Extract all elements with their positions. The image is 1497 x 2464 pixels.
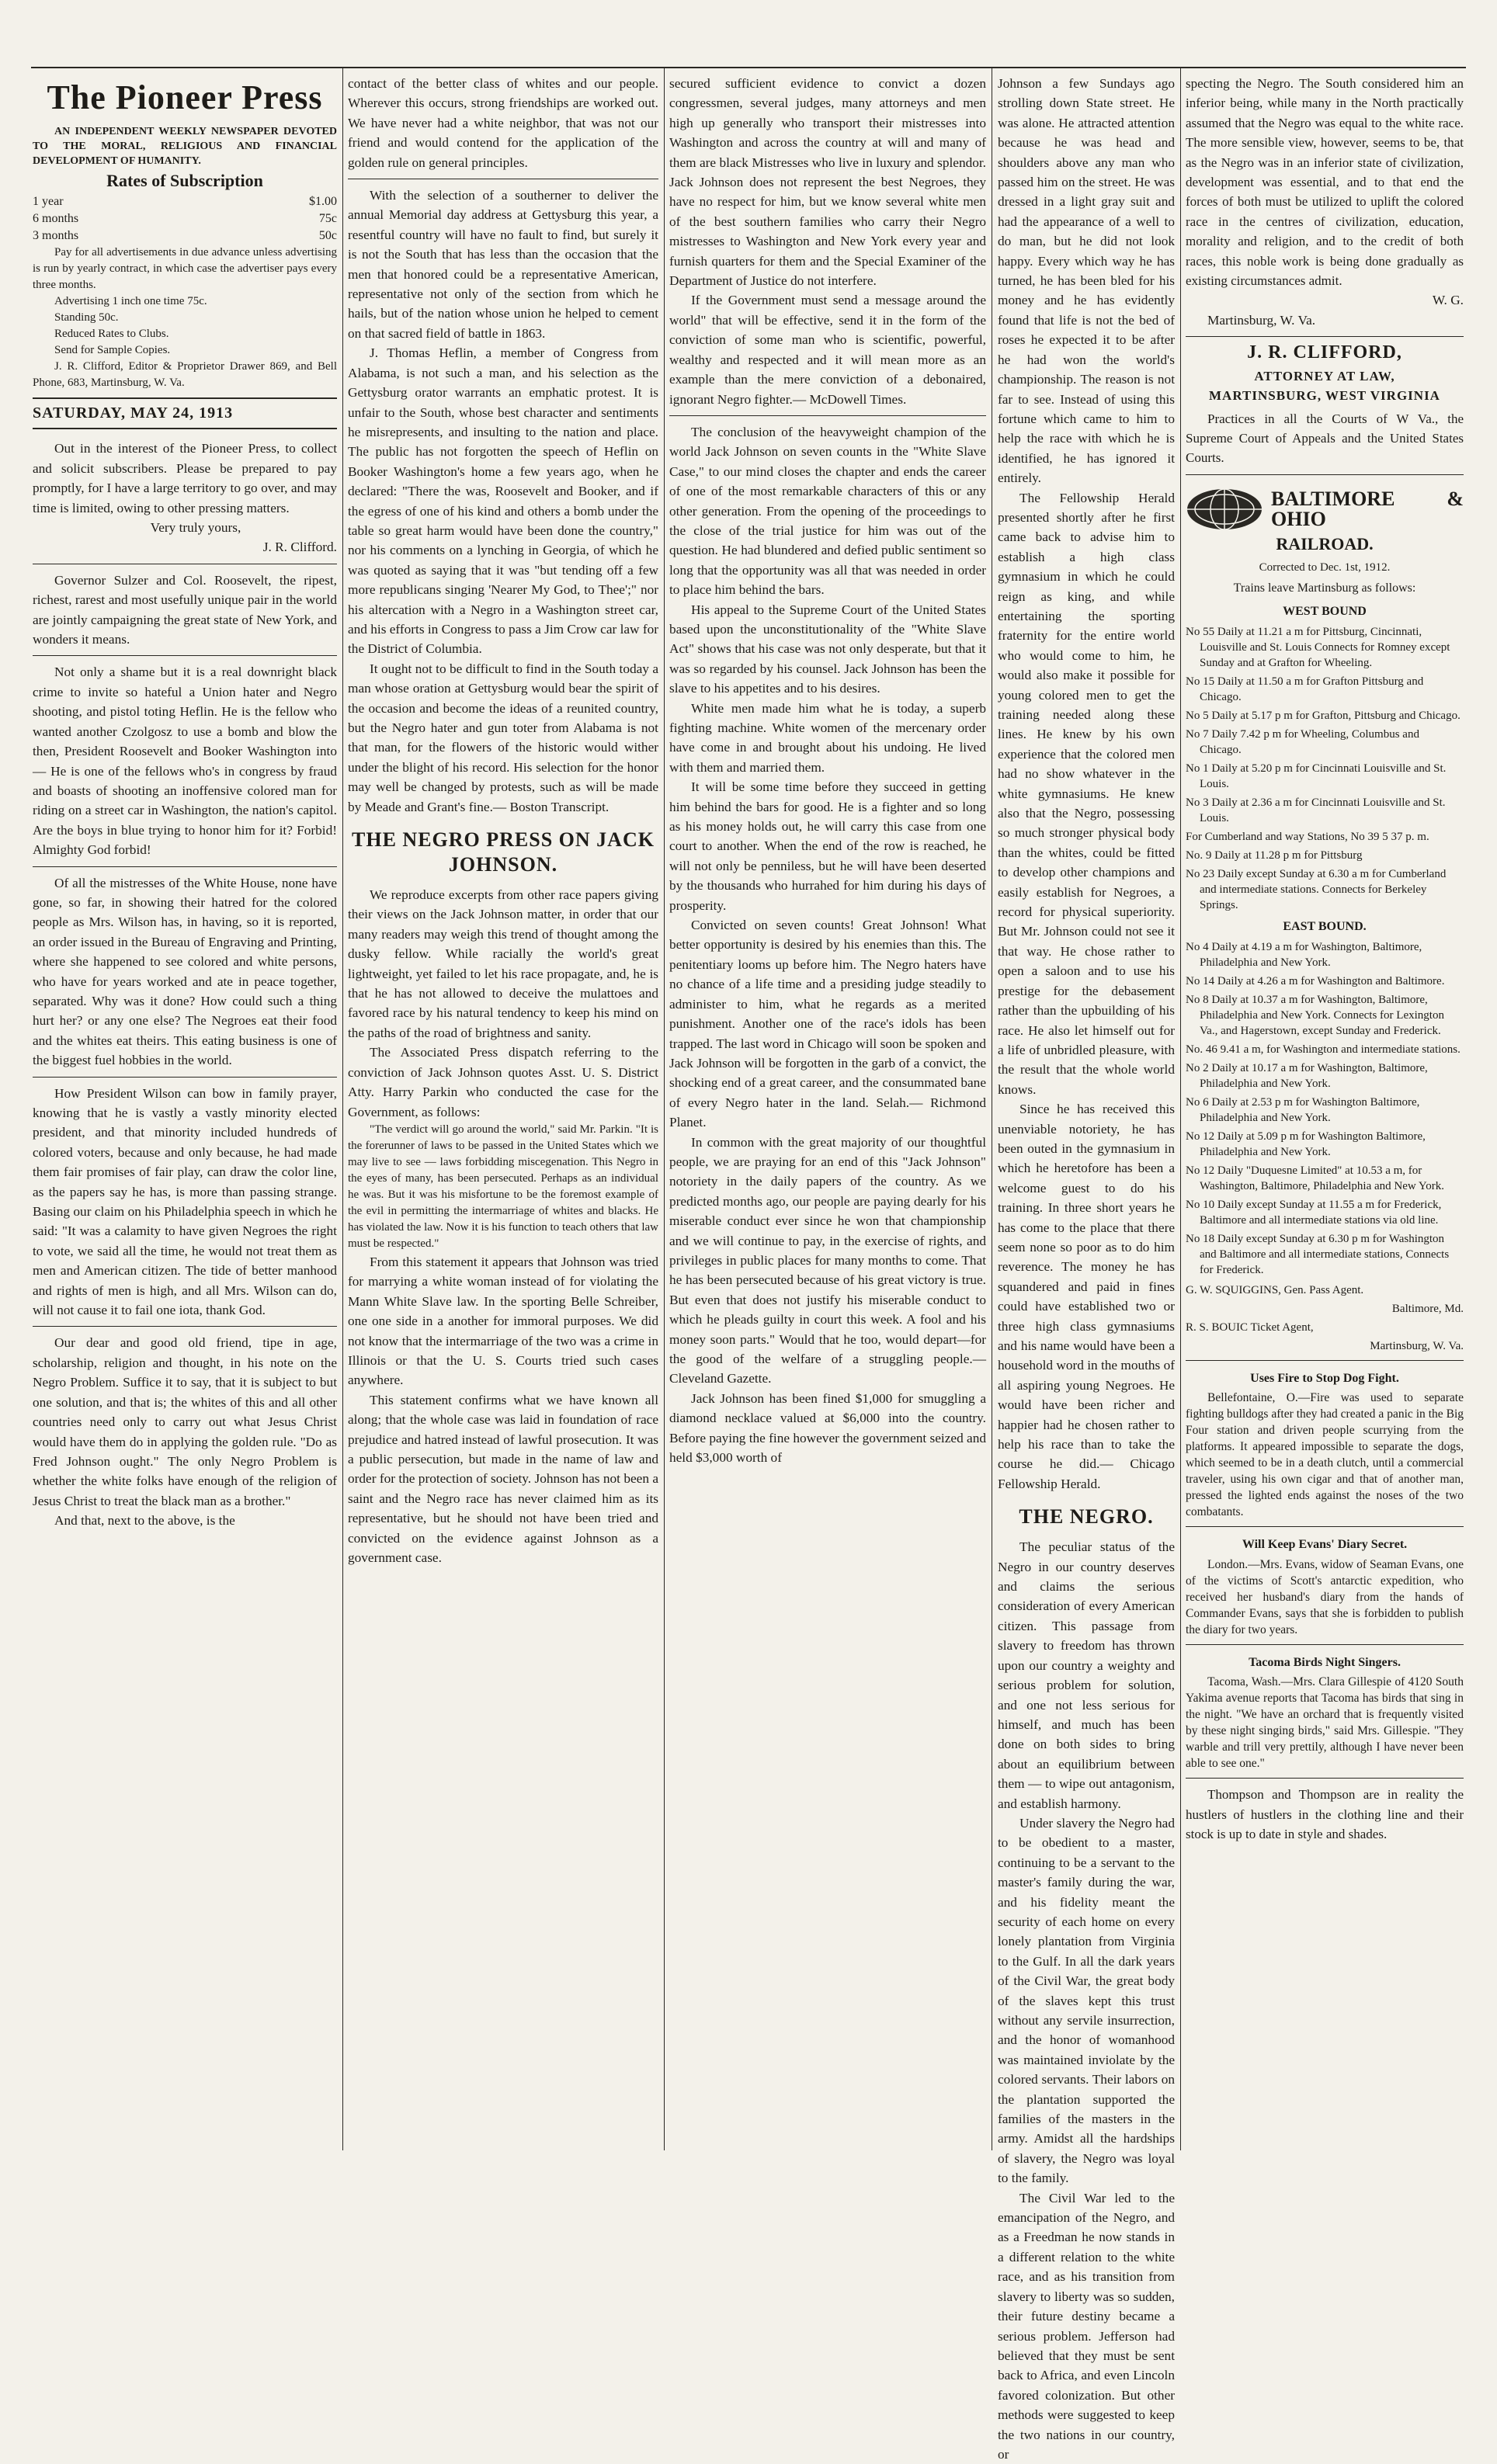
article-heading: THE NEGRO PRESS ON JACK JOHNSON. bbox=[352, 828, 655, 876]
paragraph: secured sufficient evidence to convict a dozen congressmen, several judges, many attorneys and men high up generally who transport their mistresses into Washington and across the country at will and many of them are black Mistresses who live in luxury and splendor. Jack Johnson does not represent the best Negroes, they have no respect for him, but we know several white men of the best southern families who carry their Negro mistresses to Washington and New York every year and furnish quarters for them and the Special Examiner of the Department of Justice do not interfere. bbox=[669, 76, 986, 289]
schedule-entry: No 18 Daily except Sunday at 6.30 p m for Washington and Baltimore and all intermediate stations, Connects for Frederick. bbox=[1186, 1232, 1450, 1276]
signature: W. G. bbox=[1432, 293, 1464, 308]
paragraph: Governor Sulzer and Col. Roosevelt, the ripest, richest, rarest and most usefully unique pair in the world are jointly campaigning the great state of New York, and wonders it means. bbox=[33, 572, 337, 647]
paragraph: Johnson a few Sundays ago strolling down State street. He was alone. He attracted attention because he was head and shoulders above any man who passed him on the street. He was dressed in a light gray suit and had the appearance of a well to do man, but he did not look happy. Every which way he has turned, he has been bled for his money and he has evidently found that life is not the bed of roses he expected it to be after he had won the world's championship. The reason is not far to see. Instead of using this fortune which came to him to help the race with which he is identified, he has ignored it entirely. bbox=[998, 76, 1175, 486]
paragraph: His appeal to the Supreme Court of the United States based upon the unconstitutionality of the "White Slave Act" shows that his case was not only desperate, but that it was so regarded by his counsel. Jack Johnson has been the slave to his appetites and to his desires. bbox=[669, 602, 986, 696]
schedule-entry: No 5 Daily at 5.17 p m for Grafton, Pittsburg and Chicago. bbox=[1186, 709, 1461, 722]
schedule-entry: No 8 Daily at 10.37 a m for Washington, Baltimore, Philadelphia and New York. Connects for Lexington Va., and Hagerstown, except Sunday and Frederick. bbox=[1186, 993, 1444, 1037]
column-4 bbox=[998, 74, 1175, 2462]
masthead-title: The Pioneer Press bbox=[47, 78, 323, 116]
divider bbox=[33, 866, 337, 867]
schedule-corrected: Corrected to Dec. 1st, 1912. bbox=[1259, 561, 1391, 574]
paragraph: Jack Johnson has been fined $1,000 for smuggling a diamond necklace valued at $6,000 into the country. Before paying the fine however the government seized and held $3,000 worth of bbox=[669, 1390, 986, 1466]
paragraph: Not only a shame but it is a real downright black crime to invite so hateful a Union hater and Negro shooting, and pistol toting Heflin. He is the fellow who wanted another Czolgosz to use a bomb and blow the then, President Roosevelt and Booker Washington into — He is one of the fellows who's in congress by fraud and boasts of shooting an inoffensive colored man for riding on a street car in Washington, the nation's capitol. Are the boys in blue trying to honor him for it? Forbid! Almighty God forbid! bbox=[33, 665, 337, 858]
schedule-entry: No 55 Daily at 11.21 a m for Pittsburg, Cincinnati, Louisville and St. Louis Connects for Romney except Sunday and at Grafton for Wheeling. bbox=[1186, 625, 1450, 669]
news-briefs bbox=[1186, 1369, 1464, 1779]
column-2 bbox=[348, 74, 658, 2143]
agent-line: G. W. SQUIGGINS, Gen. Pass Agent. bbox=[1186, 1283, 1364, 1296]
brief-text: Tacoma, Wash.—Mrs. Clara Gillespie of 4120 South Yakima avenue reports that Tacoma has birds that sing in the night. "We have an orchard that is frequently visited by these night singing birds," said Mrs. Gillespie. "They warble and trill very prettily, although I have never been able to see one." bbox=[1186, 1675, 1464, 1771]
paragraph: The Associated Press dispatch referring to the conviction of Jack Johnson quotes Asst. U. S. District Atty. Harry Parkin who conducted the case for the Government, as follows: bbox=[348, 1045, 658, 1119]
attorney-card-text: Practices in all the Courts of W Va., the Supreme Court of Appeals and the United States Courts. bbox=[1186, 411, 1464, 466]
signature: J. R. Clifford. bbox=[262, 540, 337, 555]
place-line: Martinsburg, W. Va. bbox=[1207, 312, 1316, 328]
divider bbox=[33, 1326, 337, 1327]
agent-city: Baltimore, Md. bbox=[1391, 1302, 1464, 1315]
paragraph: Convicted on seven counts! Great Johnson! What better opportunity is desired by his enemies than this. The penitentiary looms up before him. The Negro haters have no chance of a life time and a presiding judge steadily to administer to him, what he regards as a merited punishment. Another one of the race's idols has been trapped. The last word in Chicago will soon be spoken and Jack Johnson will be forgotten in the garb of a convict, the shocking end of a great career, and the consummated bane of every Negro hater in the land. Selah.— Richmond Planet. bbox=[669, 918, 986, 1130]
schedule-entry: No 3 Daily at 2.36 a m for Cincinnati Louisville and St. Louis. bbox=[1186, 796, 1446, 824]
brief-heading: Tacoma Birds Night Singers. bbox=[1249, 1655, 1401, 1669]
paragraph: In common with the great majority of our thoughtful people, we are praying for an end of this "Jack Johnson" notoriety in the daily papers of the country. As we predicted months ago, our people are paying dearly for his miserable conduct ever since he won that championship and we will continue to pay, in the exercise of rights, and privileges in public places for many months to come. That he has been persecuted because of his great victory is true. But even that does not justify his miserable conduct to which he pleads guilty in court this week. A fool and his money soon parts." Would that he too, would depart—for the good of the welfare of a struggling people.— Cleveland Gazette. bbox=[669, 1134, 986, 1386]
brief-text: London.—Mrs. Evans, widow of Seaman Evans, one of the victims of Scott's antarctic expedition, who received her husband's diary from the hands of Commander Evans, says that she is forbidden to publish the diary for two years. bbox=[1186, 1557, 1464, 1636]
schedule-entry: For Cumberland and way Stations, No 39 5 37 p. m. bbox=[1186, 830, 1429, 843]
paragraph: It will be some time before they succeed in getting him behind the bars for good. He is a fighter and so long as his money holds out, he will carry this case from one court to another. When the end of the row is reached, he will not only be penniless, but he will have been deserted by the thousands who hurrahed for him during his days of prosperity. bbox=[669, 779, 986, 913]
ad-rate-line: Reduced Rates to Clubs. bbox=[54, 328, 169, 340]
column-rule-2 bbox=[664, 68, 665, 2150]
paragraph: Of all the mistresses of the White House, none have gone, so far, in showing their hatred for the colored people as Mrs. Wilson has, in having, so it is reported, an order issued in the Bureau of Engraving and Printing, where she happened to see colored and white persons, who have for years worked and ate in peace together, separated. Why was it done? How could such a thing hurt her? or any one else? The Negroes eat their food and the whites eat theirs. This eating business is one of the biggest fuel hobbies in the world. bbox=[33, 875, 337, 1068]
top-rule bbox=[31, 67, 1466, 68]
closing: Very truly yours, bbox=[150, 520, 241, 536]
schedule bbox=[1186, 604, 1464, 1354]
brief-heading: Uses Fire to Stop Dog Fight. bbox=[1250, 1371, 1399, 1385]
paragraph: It ought not to be difficult to find in the South today a man whose oration at Gettysburg would bear the spirit of the occasion and become the ideas of a reunited country, but the Negro hater and gun toter from Alabama is not that man, for the flowers of the historic would wither under the blight of his record. His selection for the honor may well be changed by protests, such as will be made by Meade and Grant's fine.— Boston Transcript. bbox=[348, 661, 658, 814]
column-5 bbox=[1186, 74, 1464, 2143]
divider bbox=[33, 655, 337, 656]
railroad-globe-icon bbox=[1186, 488, 1263, 531]
paragraph: The conclusion of the heavyweight champion of the world Jack Johnson on seven counts in the "White Slave Case," to our mind closes the chapter and ends the career of one of the most remarkable characters of this or any other generation. From the opening of the proceedings to the close of the trial justice for him was out of the question. He had blundered and defied public sentiment so long that the opportunity was all that was needed in order to place him behind the bars. bbox=[669, 424, 986, 598]
schedule-entry: No 1 Daily at 5.20 p m for Cincinnati Louisville and St. Louis. bbox=[1186, 762, 1447, 790]
quoted-paragraph: "The verdict will go around the world," said Mr. Parkin. "It is the forerunner of laws to be passed in the United States which we may live to see — laws forbidding miscegenation. This Negro in the eyes of many, has been persecuted. Perhaps as an individual he was. But it was his misfortune to be the foremost example of the evil in permitting the intermarriage of whites and blacks. He has violated the law. Now it is his function to teach others that law must be respected." bbox=[348, 1123, 658, 1250]
schedule-entry: No 12 Daily "Duquesne Limited" at 10.53 a m, for Washington, Baltimore, Philadelphia and New York. bbox=[1186, 1164, 1445, 1192]
schedule-entry: No 6 Daily at 2.53 p m for Washington Baltimore, Philadelphia and New York. bbox=[1186, 1095, 1420, 1124]
schedule-entry: No 4 Daily at 4.19 a m for Washington, Baltimore, Philadelphia and New York. bbox=[1186, 940, 1422, 969]
paragraph: specting the Negro. The South considered him an inferior being, while many in the North practically assumed that the Negro was equal to the white race. The more sensible view, however, seems to be, that as the Negro was in an inferior state of civilization, development was essential, and to that end the forces of both must be utilized to uplift the colored race in the centres of civilization, education, morality and religion, and to the credit of both races, this noble work is being done gradually as existing circumstances admit. bbox=[1186, 76, 1464, 289]
brief-text: Bellefontaine, O.—Fire was used to separate fighting bulldogs after they had created a panic in the Big Four station and driven people scurrying from the platforms. It appeared impossible to separate the dogs, which seemed to be in a death clutch, until a commercial traveler, using his own cigar and that of another man, pressed the lighted ends against the noses of the two combatants. bbox=[1186, 1391, 1464, 1519]
paragraph: contact of the better class of whites and our people. Wherever this occurs, strong friendships are worked out. We have never had a white neighbor, that was not our friend and would contend for the application of the golden rule on general principles. bbox=[348, 76, 658, 170]
paragraph: Our dear and good old friend, tipe in age, scholarship, religion and thought, in his note on the Negro Problem. Suffice it to say, that it is subject to but one solution, and that is; the whites of this and all other countries need only to carry out what Jesus Christ would have them do in applying the golden rule. "Do as Fred Johnson ought." The only Negro Problem is whether the white folks have enough of the religion of Jesus Christ to treat the black man as a brother." bbox=[33, 1335, 337, 1508]
paragraph: With the selection of a southerner to deliver the annual Memorial day address at Gettysburg this year, a resentful country will have no fault to find, but surely it is not the South that has less than the occasion that the men that honored could be a representative American, representative not only of the section from which he hails, but of the nation whose union he helped to cement on that sacred field of battle in 1863. bbox=[348, 188, 658, 341]
schedule-entry: No 12 Daily at 5.09 p m for Washington Baltimore, Philadelphia and New York. bbox=[1186, 1130, 1426, 1158]
paragraph: Under slavery the Negro had to be obedient to a master, continuing to be a servant to the master's family during the war, and his fidelity meant the security of each home on every lonely plantation from Virginia to the Gulf. In all the dark years of the Civil War, the great body of the slaves kept this trust without any servile insurrection, and the honor of womanhood was maintained inviolate by the colored servants. Their labors on the plantation supported the families of the masters in the army. Amidst all the hardships of slavery, the Negro was loyal to the family. bbox=[998, 1815, 1175, 2186]
rate-row: 3 months 50c bbox=[33, 229, 337, 242]
divider bbox=[669, 415, 986, 416]
attorney-card-title: ATTORNEY AT LAW, bbox=[1254, 368, 1395, 383]
ticket-agent-city: Martinsburg, W. Va. bbox=[1370, 1339, 1464, 1352]
paragraph: Since he has received this unenviable notoriety, he has been outed in the gymnasium in which he heretofore has been a welcome guest to do his training. In three short years he has come to the place that there seem none so poor as to do him reverence. The money he has squandered and paid in fines could have established two or three high class gymnasiums and his name would have been a household word in the mouths of all aspiring young Negroes. He would have been richer and happier had he chosen rather to help his race than to take the course he did.— Chicago Fellowship Herald. bbox=[998, 1102, 1175, 1491]
article-heading: THE NEGRO. bbox=[1019, 1505, 1154, 1529]
paragraph: White men made him what he is today, a superb fighting machine. White women of the mercenary order have come in and brought about his undoing. He lived with them and married them. bbox=[669, 700, 986, 775]
column-rule-1 bbox=[342, 68, 343, 2150]
divider bbox=[1186, 1644, 1464, 1645]
divider bbox=[1186, 474, 1464, 475]
publisher-info: J. R. Clifford, Editor & Proprietor Drawer 869, and Bell Phone, 683, Martinsburg, W. Va. bbox=[33, 360, 337, 389]
ad-rate-line: Standing 50c. bbox=[54, 311, 119, 324]
paragraph: From this statement it appears that Johnson was tried for marrying a white woman instead of for violating the Mann White Slave law. In the sporting Belle Schreiber, one one side in a another for immoral purposes. We did not know that the intermarriage of the two was a crime in Illinois or that the U. S. Courts tried such cases anywhere. bbox=[348, 1254, 658, 1388]
brief-heading: Will Keep Evans' Diary Secret. bbox=[1242, 1538, 1408, 1552]
paragraph: This statement confirms what we have known all along; that the whole case was laid in foundation of race prejudice and hatred instead of lawful prosecution. It was a public persecution, but made in the name of law and order for the protection of society. Johnson has not been a saint and the Negro race has never claimed him as its representative, but he should not have been tried and convicted on the evidence against Johnson as a government case. bbox=[348, 1392, 658, 1565]
paragraph: We reproduce excerpts from other race papers giving their views on the Jack Johnson matter, in order that our many readers may weigh this trend of thought among the dusky fellow. While racially the world's great lightweight, yet failed to let his race propagate, and, he is that he has not allowed to deceive the mulattoes and favored race by his natural tendency to keep his mind on the paths of the road of brightness and sanity. bbox=[348, 887, 658, 1040]
schedule-entry: No 15 Daily at 11.50 a m for Grafton Pittsburg and Chicago. bbox=[1186, 675, 1424, 703]
schedule-entry: No 10 Daily except Sunday at 11.55 a m for Frederick, Baltimore and all intermediate stations via old line. bbox=[1186, 1198, 1442, 1227]
column-1 bbox=[33, 78, 337, 2143]
column-3 bbox=[669, 74, 986, 2143]
schedule-entry: No 23 Daily except Sunday at 6.30 a m for Cumberland and intermediate stations. Connects for Berkeley Springs. bbox=[1186, 867, 1447, 911]
paragraph: The Fellowship Herald presented shortly after he first came back to advise him to establish a high class gymnasium in which he could reign as king, and while entertaining the sporting fraternity for the entire world who would come to him, he would also make it possible for young colored men to get the training needed along these lines. He knew by his own experience that the colored men had no show whatever in the white gymnasiums. He knew also that the Negro, possessing so much stronger physical body than the whites, could be fitted to develop other champions and easily establish for Negroes, a record for physical superiority. But Mr. Johnson could not see it that way. He chose rather to open a saloon and to use his prestige for the debasement rather than the upbuilding of his race. He also let himself out for a life of unbridled pleasure, with the result that the whole world knows. bbox=[998, 490, 1175, 1097]
schedule-entry: No 2 Daily at 10.17 a m for Washington, Baltimore, Philadelphia and New York. bbox=[1186, 1061, 1428, 1090]
paragraph: How President Wilson can bow in family prayer, knowing that he is vastly a vastly minority elected president, and that minority included hundreds of colored voters, because and only because, he had made them fair promises of fair play, can draw the color line, as the papers say he has, is more than passing strange. Basing our claim on his Philadelphia speech in which he said: "It was a calamity to have given Negroes the right to vote, we said all the time, he would not treat them as men and American citizen. The tide of better manhood and rights of men is high, and all Mrs. Wilson can do, will not cause it to fail one iota, thank God. bbox=[33, 1085, 337, 1318]
railroad-logo bbox=[1186, 488, 1464, 531]
attorney-card-place: MARTINSBURG, WEST VIRGINIA bbox=[1209, 388, 1440, 404]
rate-row: 6 months 75c bbox=[33, 212, 337, 225]
issue-date: SATURDAY, MAY 24, 1913 bbox=[33, 397, 337, 429]
schedule-entry: No 7 Daily 7.42 p m for Wheeling, Columbus and Chicago. bbox=[1186, 727, 1419, 756]
rate-row: 1 year $1.00 bbox=[33, 195, 337, 208]
divider bbox=[1186, 1778, 1464, 1779]
divider bbox=[1186, 336, 1464, 337]
attorney-card-name: J. R. CLIFFORD, bbox=[1247, 342, 1402, 363]
divider bbox=[1186, 1526, 1464, 1527]
divider bbox=[33, 1077, 337, 1078]
paragraph: And that, next to the above, is the bbox=[54, 1513, 235, 1529]
paragraph: If the Government must send a message around the world" that will be effective, send it in the form of the conviction of some man who is scientific, powerful, wealthy and respected and it will mean more as an example than the mere conviction of a debonaired, ignorant Negro fighter.— McDowell Times. bbox=[669, 293, 986, 407]
ad-rate-line: Send for Sample Copies. bbox=[54, 344, 171, 356]
schedule-entry: No 14 Daily at 4.26 a m for Washington and Baltimore. bbox=[1186, 974, 1445, 987]
paragraph: The Civil War led to the emancipation of the Negro, and as a Freedman he now stands in a different relation to the white race, and as his transition from slavery to liberty was so sudden, their future destiny became a serious problem. Jefferson had believed that they must be sent back to Africa, and even Lincoln favored colonization. But other methods were suggested to keep the two nations in our country, or bbox=[998, 2190, 1175, 2462]
divider bbox=[1186, 1360, 1464, 1361]
schedule-heading: EAST BOUND. bbox=[1283, 919, 1367, 933]
column-rule-4 bbox=[1180, 68, 1181, 2150]
paragraph: J. Thomas Heflin, a member of Congress from Alabama, is not such a man, and his selection as the Gettysburg orator warrants an emphatic protest. It is unfair to the South, whose best character and sentiments he misrepresents, and insulting to the nation and place. The public has not forgotten the speech of Heflin on Booker Washington's home a few years ago, when he declared: "There the was, Roosevelt and Booker, and if the egress of one of his kind and others a bomb under the table so great harm would have been done the country," nor his comments on a lynching in Georgia, of which he was quoted as saying that it was "but tending off a few more republicans singing 'Nearer My God, to Thee';" nor his altercation with a Negro in a Washington street car, and his efforts in Congress to pass a Jim Crow car law for the District of Columbia. bbox=[348, 345, 658, 657]
paragraph: The peculiar status of the Negro in our country deserves and claims the serious consideration of every American citizen. This passage from slavery to freedom has thrown upon our country a weighty and serious problem for solution, and one not less serious for himself, and much has been done on both sides to bring about an equilibrium between them — to wipe out antagonism, and establish harmony. bbox=[998, 1539, 1175, 1811]
advertising-notice: Pay for all advertisements in due advance unless advertising is run by yearly contract, in which case the advertiser pays every three months. bbox=[33, 246, 337, 291]
schedule-intro: Trains leave Martinsburg as follows: bbox=[1233, 581, 1416, 595]
schedule-heading: WEST BOUND bbox=[1283, 604, 1367, 618]
paragraph: Thompson and Thompson are in reality the hustlers of hustlers in the clothing line and their stock is up to date in style and shades. bbox=[1186, 1787, 1464, 1841]
masthead-tagline: AN INDEPENDENT WEEKLY NEWSPAPER DEVOTED TO THE MORAL, RELIGIOUS AND FINANCIAL DEVELOPMENT OF HUMANITY. bbox=[33, 126, 337, 167]
rates-heading: Rates of Subscription bbox=[106, 171, 263, 190]
ad-rate-line: Advertising 1 inch one time 75c. bbox=[54, 295, 207, 307]
paragraph: Out in the interest of the Pioneer Press, to collect and solicit subscribers. Please be prepared to pay promptly, for I have a large territory to go over, and may time is limited, owing to other pressing matters. bbox=[33, 441, 337, 515]
railroad-name: BALTIMORE & OHIO bbox=[1271, 488, 1464, 530]
ticket-agent-line: R. S. BOUIC Ticket Agent, bbox=[1186, 1320, 1314, 1334]
schedule-entry: No. 9 Daily at 11.28 p m for Pittsburg bbox=[1186, 849, 1363, 862]
railroad-subtitle: RAILROAD. bbox=[1276, 533, 1374, 554]
schedule-entry: No. 46 9.41 a m, for Washington and intermediate stations. bbox=[1186, 1043, 1461, 1056]
